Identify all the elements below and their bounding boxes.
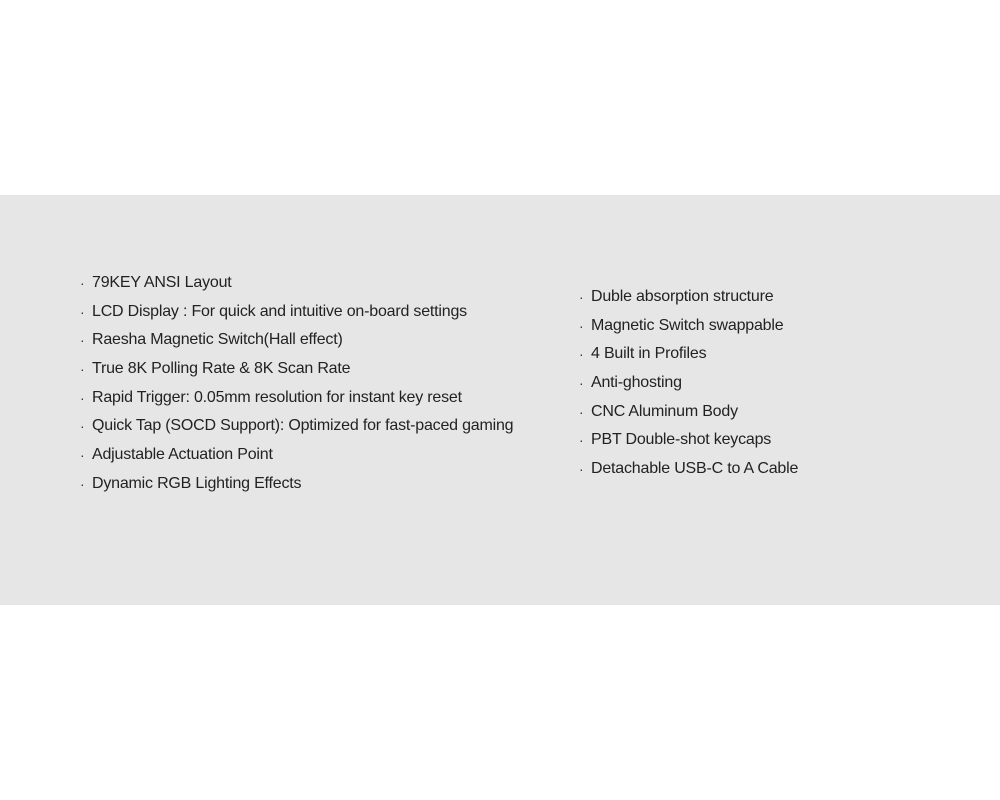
bullet-icon: · — [80, 303, 85, 320]
spec-text: Rapid Trigger: 0.05mm resolution for instant key reset — [92, 388, 462, 406]
bullet-icon: · — [80, 389, 85, 406]
spec-text: PBT Double-shot keycaps — [591, 431, 772, 449]
bullet-icon: · — [579, 317, 584, 334]
spec-text: 4 Built in Profiles — [591, 345, 707, 363]
bullet-icon: · — [80, 361, 85, 378]
spec-item — [80, 298, 550, 327]
bullet-icon: · — [579, 289, 584, 305]
spec-list-right — [579, 283, 979, 484]
bullet-icon: · — [579, 375, 584, 392]
spec-item — [579, 312, 979, 341]
spec-item — [579, 398, 979, 427]
spec-item — [80, 269, 550, 298]
bullet-icon: · — [579, 432, 584, 449]
spec-text: Duble absorption structure — [591, 288, 774, 305]
bullet-icon: · — [80, 332, 85, 349]
spec-item — [80, 355, 550, 384]
spec-text: True 8K Polling Rate & 8K Scan Rate — [92, 360, 351, 378]
bullet-icon: · — [579, 403, 584, 420]
spec-text: Detachable USB-C to A Cable — [591, 460, 799, 478]
spec-text: LCD Display : For quick and intuitive on-board settings — [92, 302, 467, 320]
bullet-icon: · — [80, 475, 85, 492]
bullet-icon: · — [80, 275, 85, 291]
bullet-icon: · — [579, 346, 584, 363]
spec-item — [579, 283, 979, 312]
spec-text: 79KEY ANSI Layout — [92, 274, 232, 291]
spec-item — [80, 441, 550, 470]
spec-text: Raesha Magnetic Switch(Hall effect) — [92, 331, 343, 349]
spec-item — [80, 384, 550, 413]
spec-text: Magnetic Switch swappable — [591, 316, 784, 334]
bullet-icon: · — [80, 447, 85, 464]
spec-item — [579, 426, 979, 455]
spec-item — [80, 326, 550, 355]
spec-text: Adjustable Actuation Point — [92, 446, 273, 464]
bullet-icon: · — [579, 461, 584, 478]
spec-item — [579, 340, 979, 369]
spec-text: Anti-ghosting — [591, 374, 682, 392]
bullet-icon: · — [80, 418, 85, 435]
specifications-panel — [0, 195, 1000, 605]
spec-item — [579, 455, 979, 484]
spec-text: Dynamic RGB Lighting Effects — [92, 474, 302, 492]
spec-item — [579, 369, 979, 398]
spec-list-left — [80, 269, 550, 499]
spec-text: CNC Aluminum Body — [591, 402, 738, 420]
spec-item — [80, 470, 550, 499]
spec-text: Quick Tap (SOCD Support): Optimized for fast-paced gaming — [92, 417, 514, 435]
spec-item — [80, 412, 550, 441]
